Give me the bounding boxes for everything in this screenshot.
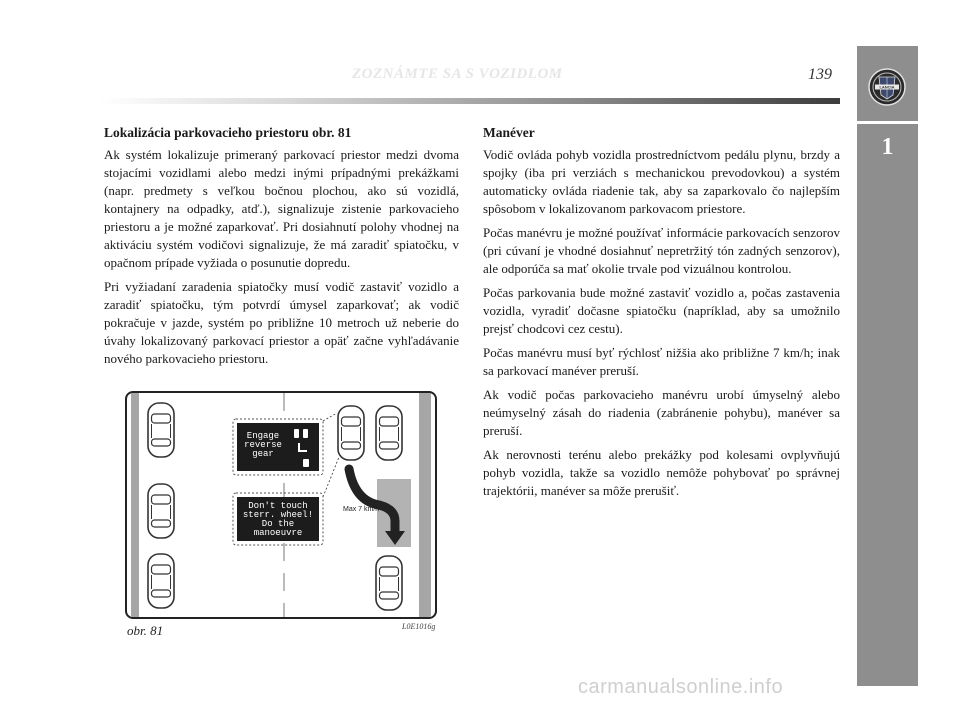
car-symbol-icon xyxy=(294,429,299,438)
right-curb xyxy=(419,393,431,617)
left-curb xyxy=(131,393,139,617)
logo-text: LANCIA xyxy=(879,84,895,90)
parked-car xyxy=(148,554,174,608)
paragraph: Ak vodič počas parkovacieho manévru urobí úmyselný alebo neúmyselný zásah do riadenia (zabránenie pohybu), manéver sa preruší. xyxy=(483,387,840,438)
paragraph: Ak nerovnosti terénu alebo prekážky pod kolesami ovplyvňujú pohyb vozidla, takže sa vozidlo nemôže pohybovať po správnej trajektórii, manéver sa môže prerušiť. xyxy=(483,447,840,498)
parked-car xyxy=(148,484,174,538)
chapter-number: 1 xyxy=(881,134,894,160)
display-line: sterr. wheel! xyxy=(242,510,314,520)
paragraph: Pri vyžiadaní zaradenia spiatočky musí vodič zastaviť vozidlo a zaradiť spiatočku, tým potvrdí úmysel zaparkovať; ak vodič pokračuje v jazde, systém po približne 10 metroch už neberie do úvahy lokalizovaný parkovací priestor a opäť začne vyhľadávanie nového parkovacieho priestoru. xyxy=(104,279,459,366)
left-text-column xyxy=(104,124,459,374)
display-line: Don't touch xyxy=(248,501,308,511)
paragraph: Počas manévru musí byť rýchlosť nižšia ako približne 7 km/h; inak sa parkovací manéver preruší. xyxy=(483,345,840,378)
figure-code: L0E1016g xyxy=(402,622,436,631)
side-tab-divider xyxy=(857,121,918,124)
display-line: gear xyxy=(252,449,274,459)
car-symbol-icon xyxy=(303,429,308,438)
display-line: manoeuvre xyxy=(253,528,303,538)
parking-diagram xyxy=(127,393,435,617)
speed-limit-label: Max 7 km/h xyxy=(343,506,380,513)
paragraph: Ak systém lokalizuje primeraný parkovací priestor medzi dvoma stojacími vozidlami alebo medzi inými prípadnými prekážkami (napr. predmety s veľkou bočnou plochou, ako sú vozidlá, kontajnery na odpadky, atď.), signalizuje zistenie parkovacieho priestoru a je možné zaparkovať. Pri dosiahnutí polohy vhodnej na aktiváciu systém vodičovi signalizuje, že má zaradiť spiatočku, v opačnom prípade vyžiada o posunutie dopredu. xyxy=(104,147,459,270)
parked-car xyxy=(376,556,402,610)
page-number: 139 xyxy=(808,66,832,83)
parked-car xyxy=(376,406,402,460)
figure-caption: obr. 81 xyxy=(127,623,164,638)
moving-car xyxy=(338,406,364,460)
display-line: reverse xyxy=(244,440,282,450)
display-line: Engage xyxy=(246,431,280,441)
section-heading-parking-space: Lokalizácia parkovacieho priestoru obr. 81 xyxy=(104,125,352,140)
lancia-logo-icon xyxy=(868,68,906,106)
right-text-column xyxy=(483,124,840,506)
paragraph: Vodič ovláda pohyb vozidla prostredníctvom pedálu plynu, brzdy a spojky (iba pri verziách s mechanickou prevodovkou) a systém automaticky ovláda riadenie tak, aby sa zaparkovalo čo najlepším spôsobom v lokalizovanom parkovacom priestore. xyxy=(483,147,840,216)
section-heading-maneuver: Manéver xyxy=(483,125,535,140)
car-symbol-icon xyxy=(303,459,309,467)
display-line: Do the xyxy=(261,519,295,529)
watermark: carmanualsonline.info xyxy=(578,676,784,698)
paragraph: Počas parkovania bude možné zastaviť vozidlo a, počas zastavenia vozidla, vyradiť dočasne spiatočku (napríklad, aby sa umožnilo prejsť chodcovi cez cestu). xyxy=(483,285,840,336)
paragraph: Počas manévru je možné používať informácie parkovacích senzorov (pri cúvaní je vhodné dosiahnuť nepretržitý tón zadných senzorov), ale odporúča sa mať okolie trvale pod vizuálnou kontrolou. xyxy=(483,225,840,276)
parked-car xyxy=(148,403,174,457)
running-header-title: ZOZNÁMTE SA S VOZIDLOM xyxy=(352,66,563,82)
parking-illustration xyxy=(125,391,437,619)
header-rule xyxy=(100,98,840,104)
